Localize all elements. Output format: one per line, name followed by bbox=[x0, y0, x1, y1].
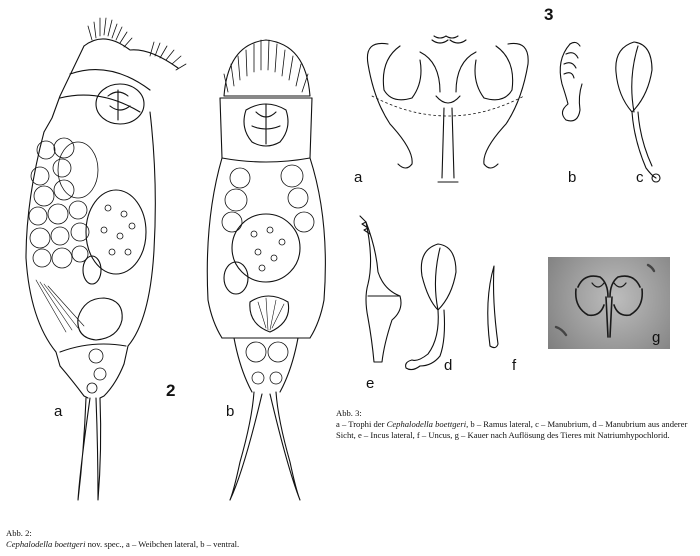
manubrium-alt-shaft bbox=[412, 310, 445, 366]
ramus-drawing bbox=[560, 42, 582, 120]
manubrium-alt-foot bbox=[406, 360, 420, 370]
toe-left bbox=[78, 398, 90, 500]
ventral-foot-gland-4 bbox=[270, 372, 282, 384]
body-outline-right bbox=[124, 112, 155, 364]
fig3-label-e: e bbox=[366, 375, 375, 392]
ventral-foot-gland-1 bbox=[246, 342, 266, 362]
ovary-egg bbox=[86, 190, 146, 274]
ventral-foot-gland-3 bbox=[252, 372, 264, 384]
fig3-caption-line1: a – Trophi der Cephalodella boettgeri, b – Ramus lateral, c – Manubrium, d – Manubrium aus anderer bbox=[336, 419, 688, 429]
manubrium-midrib bbox=[632, 46, 638, 112]
ventral-gastric-lobes bbox=[222, 165, 314, 232]
uncus-drawing bbox=[488, 266, 498, 348]
manubrium-alt-midrib bbox=[435, 248, 440, 310]
rotifer-lateral-drawing bbox=[26, 18, 186, 500]
manubrium-head bbox=[616, 42, 652, 112]
incus-body bbox=[366, 222, 401, 362]
ventral-vesicle bbox=[224, 262, 248, 294]
mastax-inner bbox=[252, 104, 280, 144]
manubrium-alt-drawing bbox=[406, 244, 456, 370]
corona-cilia-ventral bbox=[224, 40, 308, 92]
incus-tip bbox=[360, 216, 370, 234]
foot-ventral bbox=[234, 338, 298, 392]
fig3-caption-line2: Sicht, e – Incus lateral, f – Uncus, g – Kauer nach Auflösung des Tieres mit Natriumhypochlorid. bbox=[336, 430, 670, 440]
head-outline bbox=[44, 46, 84, 132]
mastax bbox=[96, 84, 144, 124]
trophi-right-ramus bbox=[475, 46, 513, 100]
fig2-label-b: b bbox=[226, 403, 235, 420]
ventral-egg-dots bbox=[251, 227, 285, 271]
bladder bbox=[78, 298, 122, 340]
fig3-caption-title: Abb. 3: bbox=[336, 408, 362, 418]
fig3-label-f: f bbox=[512, 357, 517, 374]
fig3-label-b: b bbox=[568, 169, 577, 186]
ventral-egg bbox=[232, 214, 300, 282]
fig3-caption bbox=[336, 408, 696, 441]
incus-drawing bbox=[360, 216, 401, 362]
trophi-left-ramus bbox=[383, 46, 421, 100]
foot-gland-2 bbox=[94, 368, 106, 380]
fig2-caption-line: Cephalodella boettgeri nov. spec., a – Weibchen lateral, b – ventral. bbox=[6, 539, 240, 549]
head-band bbox=[60, 70, 150, 112]
foot-gland-1 bbox=[89, 349, 103, 363]
trophi-left-arm bbox=[367, 43, 412, 168]
ventral-toe-left bbox=[230, 392, 262, 500]
fig3-label-d: d bbox=[444, 357, 453, 374]
egg-dots bbox=[101, 205, 135, 255]
trophi-uncus bbox=[432, 36, 466, 43]
trunk-left bbox=[207, 158, 222, 338]
manubrium-drawing bbox=[616, 42, 660, 182]
fig2-caption-title: Abb. 2: bbox=[6, 528, 32, 538]
ventral-bladder bbox=[250, 296, 289, 332]
fig2-number: 2 bbox=[166, 381, 176, 400]
fig3-number: 3 bbox=[544, 5, 554, 24]
corona-cilia-right bbox=[150, 42, 186, 70]
trophi-inner bbox=[420, 52, 476, 103]
fig2-caption bbox=[6, 528, 406, 550]
trophi-drawing bbox=[367, 36, 528, 182]
small-vesicle bbox=[83, 256, 101, 284]
muscle-lines bbox=[36, 280, 84, 332]
toe-right bbox=[96, 398, 101, 500]
ventral-toe-right bbox=[270, 392, 300, 500]
fig3-label-c: c bbox=[636, 169, 644, 186]
corona-ridge bbox=[84, 39, 178, 68]
fig3-label-a: a bbox=[354, 169, 363, 186]
fig2-label-a: a bbox=[54, 403, 63, 420]
gastric-lobes bbox=[29, 138, 98, 268]
foot-gland-3 bbox=[87, 383, 97, 393]
corona-crown bbox=[224, 40, 310, 96]
fig3-label-g: g bbox=[652, 329, 661, 346]
rotifer-ventral-drawing bbox=[207, 40, 325, 500]
neck-fold bbox=[222, 158, 310, 162]
body-fold bbox=[60, 344, 126, 352]
trophi-fulcrum bbox=[438, 108, 458, 182]
trunk-right bbox=[310, 158, 325, 338]
corona-cilia-left bbox=[88, 18, 132, 47]
ramus-teeth bbox=[564, 42, 580, 78]
trophi-right-arm bbox=[484, 43, 528, 168]
ramus-body bbox=[560, 44, 582, 121]
ventral-foot-gland-2 bbox=[268, 342, 288, 362]
